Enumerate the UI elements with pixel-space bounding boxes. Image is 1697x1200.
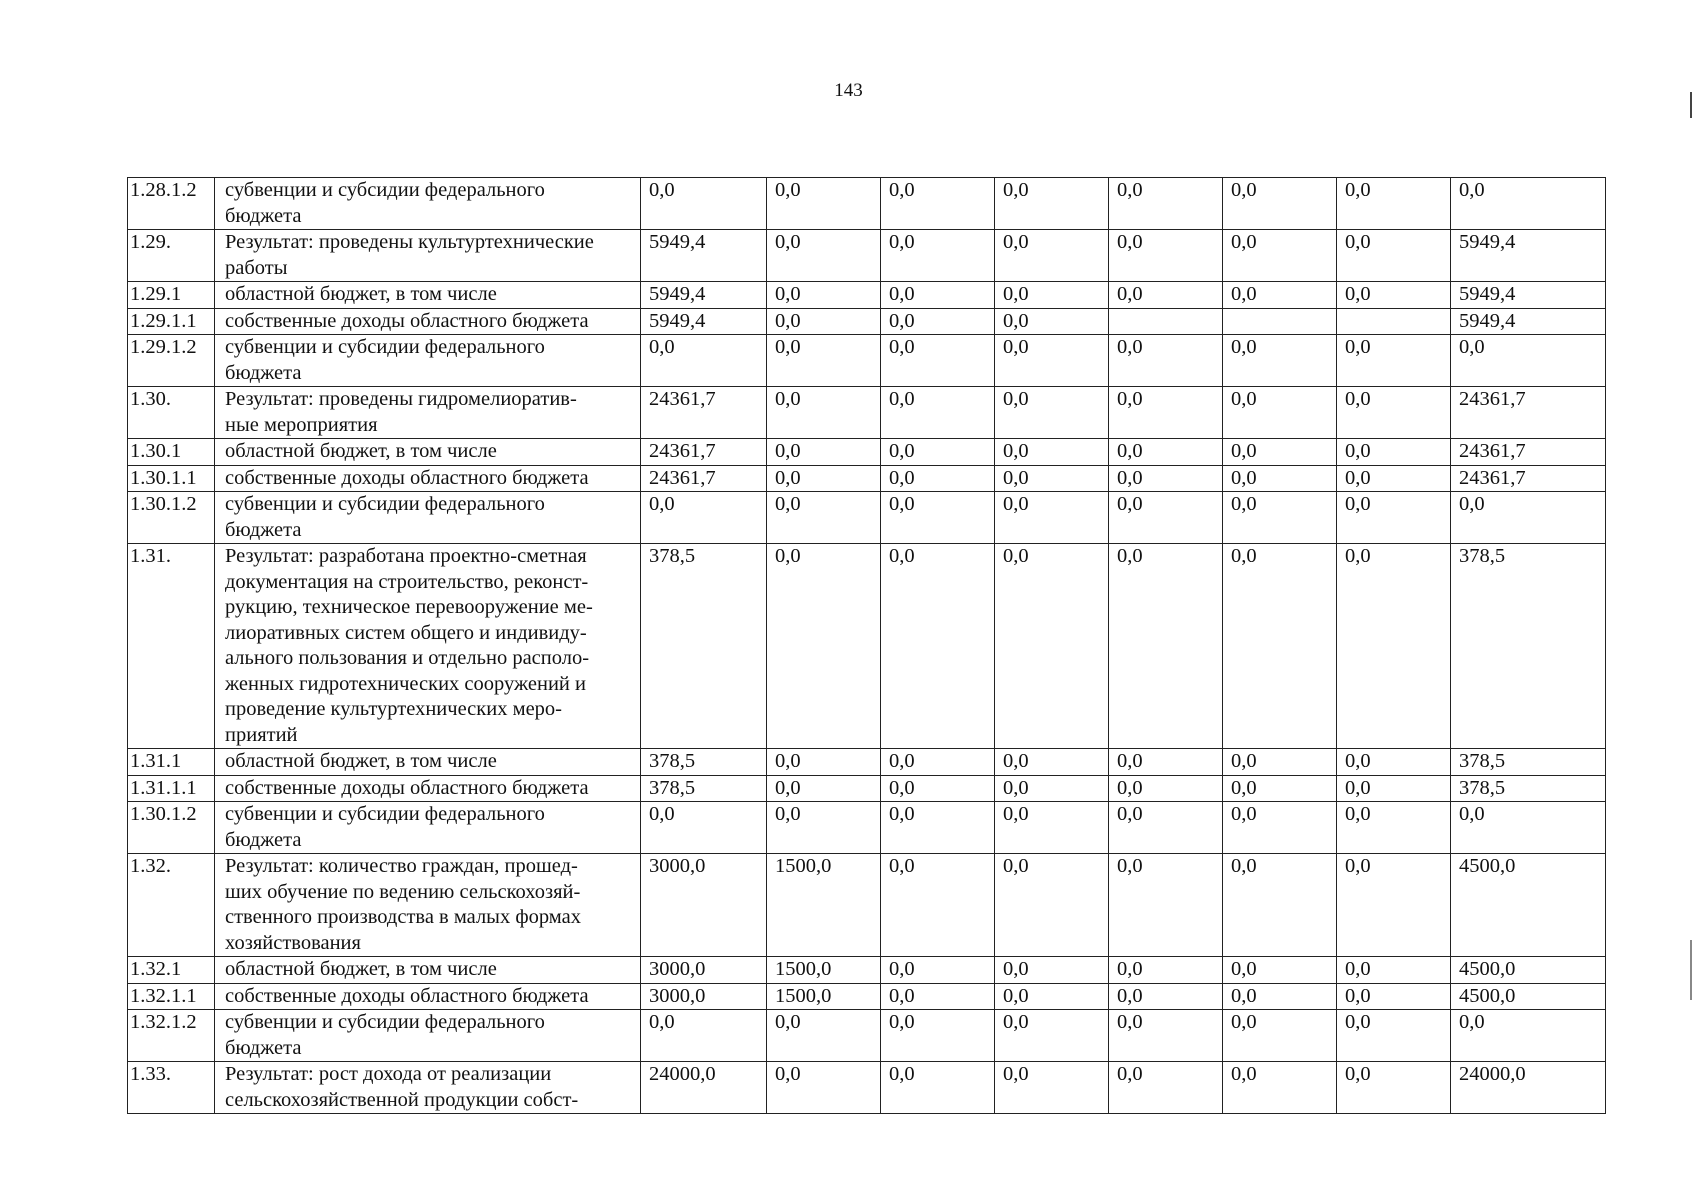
row-total-value: 4500,0	[1451, 983, 1606, 1010]
row-value: 0,0	[995, 983, 1109, 1010]
row-value: 0,0	[881, 492, 995, 544]
row-code: 1.29.	[128, 230, 215, 282]
row-description: областной бюджет, в том числе	[215, 957, 641, 984]
row-value: 0,0	[995, 308, 1109, 335]
table-row	[128, 178, 1606, 230]
row-value: 0,0	[1337, 749, 1451, 776]
row-value: 24361,7	[641, 465, 767, 492]
table-row	[128, 230, 1606, 282]
row-value: 0,0	[1109, 957, 1223, 984]
row-value: 0,0	[995, 335, 1109, 387]
row-value: 0,0	[767, 492, 881, 544]
row-description: субвенции и субсидии федерального бюджета	[215, 492, 641, 544]
row-value: 0,0	[881, 1010, 995, 1062]
row-code: 1.31.	[128, 544, 215, 749]
row-value: 0,0	[1223, 492, 1337, 544]
row-value: 0,0	[641, 802, 767, 854]
table-row	[128, 335, 1606, 387]
row-value: 0,0	[881, 282, 995, 309]
row-value: 0,0	[1109, 439, 1223, 466]
row-value: 0,0	[1223, 465, 1337, 492]
row-code: 1.32.1	[128, 957, 215, 984]
row-total-value: 378,5	[1451, 775, 1606, 802]
row-value: 0,0	[1337, 465, 1451, 492]
row-value: 1500,0	[767, 957, 881, 984]
row-value	[1223, 308, 1337, 335]
row-total-value: 378,5	[1451, 749, 1606, 776]
row-value: 0,0	[767, 802, 881, 854]
row-value	[1109, 308, 1223, 335]
row-value: 0,0	[1337, 439, 1451, 466]
row-value: 0,0	[1337, 544, 1451, 749]
row-value: 24361,7	[641, 387, 767, 439]
row-description: субвенции и субсидии федерального бюджета	[215, 802, 641, 854]
row-value: 24000,0	[641, 1062, 767, 1114]
row-description: Результат: проведены культуртехнические работы	[215, 230, 641, 282]
row-value: 5949,4	[641, 230, 767, 282]
row-value: 0,0	[881, 465, 995, 492]
table-row	[128, 983, 1606, 1010]
row-code: 1.32.	[128, 854, 215, 957]
row-value: 0,0	[881, 544, 995, 749]
row-value: 0,0	[995, 1062, 1109, 1114]
row-code: 1.30.1.2	[128, 492, 215, 544]
row-value: 0,0	[641, 335, 767, 387]
row-value: 0,0	[767, 544, 881, 749]
table-row	[128, 854, 1606, 957]
row-value: 0,0	[1109, 854, 1223, 957]
row-value: 0,0	[1223, 282, 1337, 309]
row-value: 0,0	[995, 1010, 1109, 1062]
row-value: 0,0	[881, 802, 995, 854]
row-value	[1337, 308, 1451, 335]
row-description: субвенции и субсидии федерального бюджета	[215, 1010, 641, 1062]
row-value: 0,0	[881, 439, 995, 466]
row-value: 0,0	[881, 775, 995, 802]
row-value: 0,0	[767, 230, 881, 282]
table-row	[128, 492, 1606, 544]
row-value: 0,0	[1223, 439, 1337, 466]
row-value: 0,0	[1337, 1010, 1451, 1062]
row-value: 0,0	[1109, 387, 1223, 439]
row-value: 0,0	[767, 335, 881, 387]
row-value: 0,0	[881, 230, 995, 282]
row-value: 0,0	[641, 1010, 767, 1062]
row-code: 1.32.1.2	[128, 1010, 215, 1062]
table-row	[128, 439, 1606, 466]
row-value: 0,0	[1109, 335, 1223, 387]
row-code: 1.30.	[128, 387, 215, 439]
row-value: 0,0	[1337, 282, 1451, 309]
row-code: 1.30.1.2	[128, 802, 215, 854]
table-row	[128, 465, 1606, 492]
row-value: 0,0	[995, 230, 1109, 282]
table-body	[128, 178, 1606, 1114]
row-code: 1.28.1.2	[128, 178, 215, 230]
row-value: 0,0	[881, 335, 995, 387]
row-value: 0,0	[995, 465, 1109, 492]
row-code: 1.32.1.1	[128, 983, 215, 1010]
row-value: 0,0	[881, 854, 995, 957]
row-value: 378,5	[641, 544, 767, 749]
row-value: 0,0	[995, 749, 1109, 776]
row-value: 0,0	[641, 178, 767, 230]
row-value: 0,0	[767, 439, 881, 466]
row-value: 0,0	[1337, 802, 1451, 854]
table-row	[128, 282, 1606, 309]
row-value: 0,0	[995, 854, 1109, 957]
row-total-value: 5949,4	[1451, 230, 1606, 282]
row-value: 0,0	[1223, 387, 1337, 439]
row-value: 0,0	[1109, 465, 1223, 492]
row-value: 0,0	[881, 1062, 995, 1114]
row-value: 0,0	[1223, 1062, 1337, 1114]
row-value: 0,0	[1223, 178, 1337, 230]
row-value: 0,0	[1109, 749, 1223, 776]
row-code: 1.29.1.2	[128, 335, 215, 387]
row-value: 0,0	[767, 178, 881, 230]
row-value: 1500,0	[767, 854, 881, 957]
row-value: 0,0	[1337, 387, 1451, 439]
row-value: 24361,7	[641, 439, 767, 466]
budget-table	[127, 177, 1606, 1114]
row-value: 0,0	[1223, 1010, 1337, 1062]
row-value: 378,5	[641, 775, 767, 802]
row-value: 0,0	[1337, 492, 1451, 544]
row-value: 0,0	[881, 983, 995, 1010]
row-value: 378,5	[641, 749, 767, 776]
row-total-value: 0,0	[1451, 1010, 1606, 1062]
row-description: Результат: рост дохода от реализации сельскохозяйственной продукции собст-	[215, 1062, 641, 1114]
row-value: 0,0	[995, 178, 1109, 230]
row-value: 0,0	[1337, 983, 1451, 1010]
row-total-value: 4500,0	[1451, 957, 1606, 984]
row-value: 0,0	[881, 308, 995, 335]
row-value: 0,0	[1223, 749, 1337, 776]
scan-edge-mark	[1690, 92, 1692, 118]
page-number: 143	[834, 80, 863, 101]
row-value: 0,0	[767, 1010, 881, 1062]
row-value: 0,0	[995, 282, 1109, 309]
table-row	[128, 1010, 1606, 1062]
row-value: 0,0	[881, 178, 995, 230]
row-description: собственные доходы областного бюджета	[215, 983, 641, 1010]
table-row	[128, 544, 1606, 749]
row-code: 1.30.1.1	[128, 465, 215, 492]
table-row	[128, 749, 1606, 776]
scan-edge-mark	[1690, 940, 1692, 1000]
row-total-value: 24361,7	[1451, 465, 1606, 492]
row-value: 0,0	[1337, 335, 1451, 387]
row-total-value: 24361,7	[1451, 439, 1606, 466]
row-value: 0,0	[767, 775, 881, 802]
row-value: 0,0	[1223, 544, 1337, 749]
row-value: 0,0	[767, 282, 881, 309]
row-value: 0,0	[1337, 1062, 1451, 1114]
table-row	[128, 802, 1606, 854]
row-total-value: 0,0	[1451, 802, 1606, 854]
row-description: собственные доходы областного бюджета	[215, 465, 641, 492]
row-value: 0,0	[1337, 775, 1451, 802]
row-total-value: 4500,0	[1451, 854, 1606, 957]
row-value: 0,0	[1109, 1010, 1223, 1062]
row-description: собственные доходы областного бюджета	[215, 775, 641, 802]
row-description: Результат: проведены гидромелиоратив- ные мероприятия	[215, 387, 641, 439]
row-total-value: 24000,0	[1451, 1062, 1606, 1114]
row-value: 0,0	[1223, 854, 1337, 957]
row-total-value: 0,0	[1451, 492, 1606, 544]
row-total-value: 5949,4	[1451, 282, 1606, 309]
row-value: 1500,0	[767, 983, 881, 1010]
row-value: 3000,0	[641, 957, 767, 984]
row-value: 0,0	[1109, 1062, 1223, 1114]
row-description: областной бюджет, в том числе	[215, 749, 641, 776]
row-code: 1.29.1.1	[128, 308, 215, 335]
row-description: субвенции и субсидии федерального бюджета	[215, 178, 641, 230]
row-code: 1.29.1	[128, 282, 215, 309]
row-total-value: 24361,7	[1451, 387, 1606, 439]
row-total-value: 0,0	[1451, 178, 1606, 230]
row-value: 0,0	[1109, 775, 1223, 802]
row-value: 0,0	[1223, 335, 1337, 387]
row-value: 0,0	[995, 544, 1109, 749]
row-value: 0,0	[1337, 178, 1451, 230]
row-description: областной бюджет, в том числе	[215, 282, 641, 309]
row-value: 0,0	[995, 492, 1109, 544]
row-description: субвенции и субсидии федерального бюджета	[215, 335, 641, 387]
row-value: 0,0	[1337, 854, 1451, 957]
row-value: 0,0	[995, 387, 1109, 439]
row-value: 0,0	[767, 308, 881, 335]
row-value: 0,0	[767, 749, 881, 776]
row-value: 0,0	[881, 957, 995, 984]
row-value: 0,0	[641, 492, 767, 544]
row-value: 0,0	[995, 775, 1109, 802]
row-value: 0,0	[1223, 957, 1337, 984]
row-description: Результат: количество граждан, прошед- ших обучение по ведению сельскохозяй- ственного производства в малых формах хозяйствования	[215, 854, 641, 957]
row-value: 3000,0	[641, 854, 767, 957]
table-row	[128, 308, 1606, 335]
row-value: 0,0	[881, 387, 995, 439]
row-total-value: 0,0	[1451, 335, 1606, 387]
row-value: 5949,4	[641, 308, 767, 335]
row-value: 0,0	[1109, 492, 1223, 544]
table-row	[128, 957, 1606, 984]
row-value: 0,0	[767, 1062, 881, 1114]
row-description: собственные доходы областного бюджета	[215, 308, 641, 335]
row-value: 0,0	[1223, 983, 1337, 1010]
row-value: 0,0	[1109, 282, 1223, 309]
row-value: 0,0	[1223, 230, 1337, 282]
table-row	[128, 387, 1606, 439]
row-code: 1.31.1	[128, 749, 215, 776]
table-row	[128, 1062, 1606, 1114]
row-value: 0,0	[1109, 544, 1223, 749]
row-value: 0,0	[995, 439, 1109, 466]
row-value: 5949,4	[641, 282, 767, 309]
row-value: 0,0	[767, 465, 881, 492]
row-value: 0,0	[1109, 802, 1223, 854]
row-value: 0,0	[1109, 178, 1223, 230]
row-value: 0,0	[1223, 775, 1337, 802]
row-value: 0,0	[1337, 230, 1451, 282]
row-value: 0,0	[1223, 802, 1337, 854]
row-value: 0,0	[1337, 957, 1451, 984]
row-value: 0,0	[767, 387, 881, 439]
row-value: 0,0	[881, 749, 995, 776]
row-total-value: 378,5	[1451, 544, 1606, 749]
row-code: 1.33.	[128, 1062, 215, 1114]
row-code: 1.31.1.1	[128, 775, 215, 802]
table-row	[128, 775, 1606, 802]
row-value: 3000,0	[641, 983, 767, 1010]
row-code: 1.30.1	[128, 439, 215, 466]
row-total-value: 5949,4	[1451, 308, 1606, 335]
row-value: 0,0	[995, 802, 1109, 854]
row-value: 0,0	[1109, 983, 1223, 1010]
row-value: 0,0	[1109, 230, 1223, 282]
row-description: Результат: разработана проектно-сметная документация на строительство, реконст- рукцию, техническое перевооружение ме- лиоративных систем общего и индивиду- ального пользования и отдельно располо- женных гидротехнических сооружений и проведение культуртехнических меро- приятий	[215, 544, 641, 749]
row-value: 0,0	[995, 957, 1109, 984]
row-description: областной бюджет, в том числе	[215, 439, 641, 466]
